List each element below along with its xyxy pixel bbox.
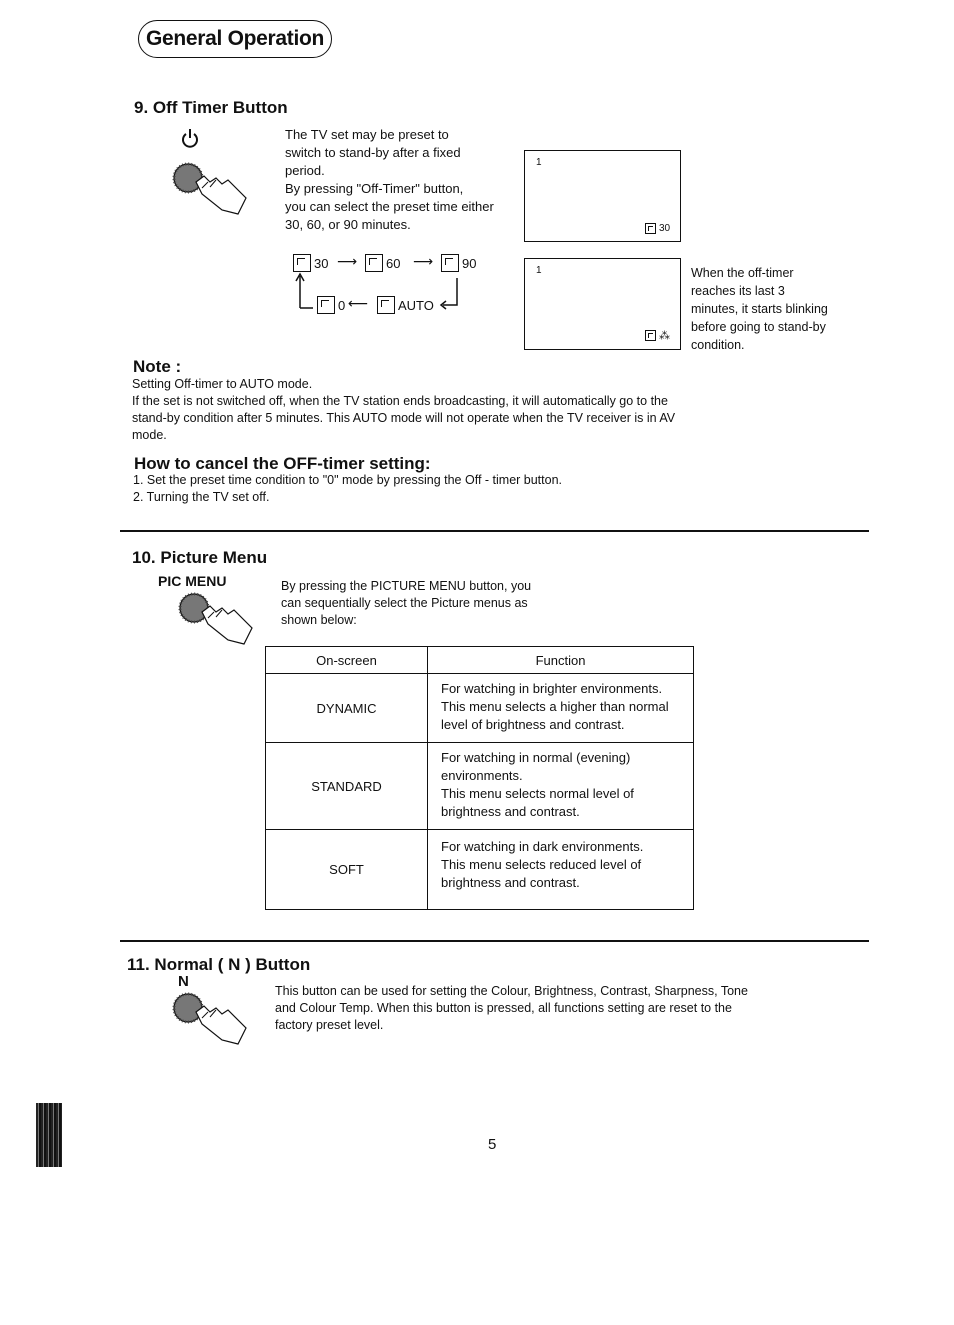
picture-menu-description <box>281 578 581 629</box>
function-line: For watching in normal (evening) <box>441 750 631 765</box>
off-timer-description <box>285 126 515 234</box>
table-header-onscreen: On-screen <box>266 647 428 674</box>
timer-indicator <box>645 223 670 234</box>
blink-note-line: reaches its last 3 <box>691 284 785 298</box>
pic-menu-button-label: PIC MENU <box>158 573 227 589</box>
table-cell-function <box>428 743 694 830</box>
function-line: brightness and contrast. <box>441 875 580 890</box>
picture-menu-desc-line: can sequentially select the Picture menus as <box>281 596 528 610</box>
note-line: mode. <box>132 428 167 442</box>
hand-press-icon <box>168 160 258 218</box>
sequence-label: 30 <box>314 255 329 271</box>
function-line: This menu selects a higher than normal <box>441 699 669 714</box>
function-line: This menu selects normal level of <box>441 786 634 801</box>
blink-note <box>691 264 861 354</box>
table-row <box>266 743 694 830</box>
function-line: For watching in dark environments. <box>441 839 644 854</box>
table-row <box>266 830 694 910</box>
note-line: Setting Off-timer to AUTO mode. <box>132 377 313 391</box>
timer-icon <box>293 254 311 272</box>
picture-menu-title: 10. Picture Menu <box>132 548 268 567</box>
off-timer-desc-line: 30, 60, or 90 minutes. <box>285 217 411 232</box>
timer-icon <box>365 254 383 272</box>
function-line: For watching in brighter environments. <box>441 681 663 696</box>
note-title: Note : <box>133 357 182 376</box>
sequence-loop-lines <box>293 272 468 314</box>
picture-menu-desc-line: By pressing the PICTURE MENU button, you <box>281 579 532 593</box>
note-body <box>132 376 772 444</box>
table-row <box>266 674 694 743</box>
n-button-label: N <box>178 973 189 990</box>
blink-note-line: minutes, it starts blinking <box>691 302 828 316</box>
hand-press-icon <box>174 590 264 648</box>
note-line: If the set is not switched off, when the TV station ends broadcasting, it will automatically go to the <box>132 394 668 408</box>
arrow-left-icon: ⟵ <box>348 295 369 311</box>
tv-screen-preset <box>524 150 681 242</box>
header-title: General Operation <box>145 27 325 50</box>
cancel-step: 2. Turning the TV set off. <box>133 490 270 504</box>
sequence-step-30 <box>293 254 328 272</box>
off-timer-desc-line: switch to stand-by after a fixed <box>285 145 461 160</box>
sequence-step-60 <box>365 254 400 272</box>
blink-note-line: When the off-timer <box>691 266 794 280</box>
off-timer-desc-line: period. <box>285 163 325 178</box>
tv-screen-blinking <box>524 258 681 350</box>
timer-icon <box>441 254 459 272</box>
timer-indicator-blinking <box>645 329 670 342</box>
function-line: level of brightness and contrast. <box>441 717 625 732</box>
table-cell-function <box>428 830 694 910</box>
blink-note-line: before going to stand-by <box>691 320 826 334</box>
note-line: stand-by condition after 5 minutes. This AUTO mode will not operate when the TV receiver is in AV <box>132 411 676 425</box>
picture-menu-desc-line: shown below: <box>281 613 357 627</box>
scan-artifact <box>36 1103 62 1167</box>
tv-channel: 1 <box>536 265 542 276</box>
function-line: brightness and contrast. <box>441 804 580 819</box>
power-icon <box>178 126 202 150</box>
cancel-step: 1. Set the preset time condition to "0" mode by pressing the Off - timer button. <box>133 473 563 487</box>
table-cell-mode: DYNAMIC <box>266 674 428 743</box>
timer-icon <box>645 330 656 341</box>
sequence-label: 90 <box>462 255 477 271</box>
picture-menu-table <box>265 646 694 910</box>
tv-channel: 1 <box>536 157 542 168</box>
sequence-label: 60 <box>386 255 401 271</box>
table-header-function: Function <box>428 647 694 674</box>
normal-desc-line: and Colour Temp. When this button is pressed, all functions setting are reset to the <box>275 1001 732 1015</box>
table-cell-function <box>428 674 694 743</box>
page-header <box>138 20 332 58</box>
hand-press-icon <box>168 990 258 1048</box>
section-divider <box>120 530 869 532</box>
sequence-step-90 <box>441 254 476 272</box>
normal-desc-line: This button can be used for setting the Colour, Brightness, Contrast, Sharpness, Tone <box>275 984 748 998</box>
normal-description <box>275 983 835 1034</box>
function-line: This menu selects reduced level of <box>441 857 642 872</box>
table-header-row <box>266 647 694 674</box>
timer-indicator-value: 30 <box>659 223 671 234</box>
off-timer-desc-line: By pressing "Off-Timer" button, <box>285 181 464 196</box>
function-line: environments. <box>441 768 523 783</box>
table-cell-mode: SOFT <box>266 830 428 910</box>
arrow-right-icon: ⟶ <box>337 253 358 269</box>
blink-icon: ⁂ <box>659 330 670 342</box>
table-cell-mode: STANDARD <box>266 743 428 830</box>
off-timer-title: 9. Off Timer Button <box>134 98 288 117</box>
page-number: 5 <box>488 1136 497 1153</box>
sequence-label: 0 <box>338 297 346 313</box>
normal-title: 11. Normal ( N ) Button <box>127 955 311 974</box>
timer-icon <box>645 223 656 234</box>
blink-note-line: condition. <box>691 338 745 352</box>
cancel-body <box>133 472 733 506</box>
arrow-right-icon: ⟶ <box>413 253 434 269</box>
section-divider <box>120 940 869 942</box>
off-timer-desc-line: The TV set may be preset to <box>285 127 449 142</box>
sequence-label: AUTO <box>398 297 434 313</box>
off-timer-desc-line: you can select the preset time either <box>285 199 494 214</box>
normal-desc-line: factory preset level. <box>275 1018 384 1032</box>
cancel-title: How to cancel the OFF-timer setting: <box>134 454 431 473</box>
